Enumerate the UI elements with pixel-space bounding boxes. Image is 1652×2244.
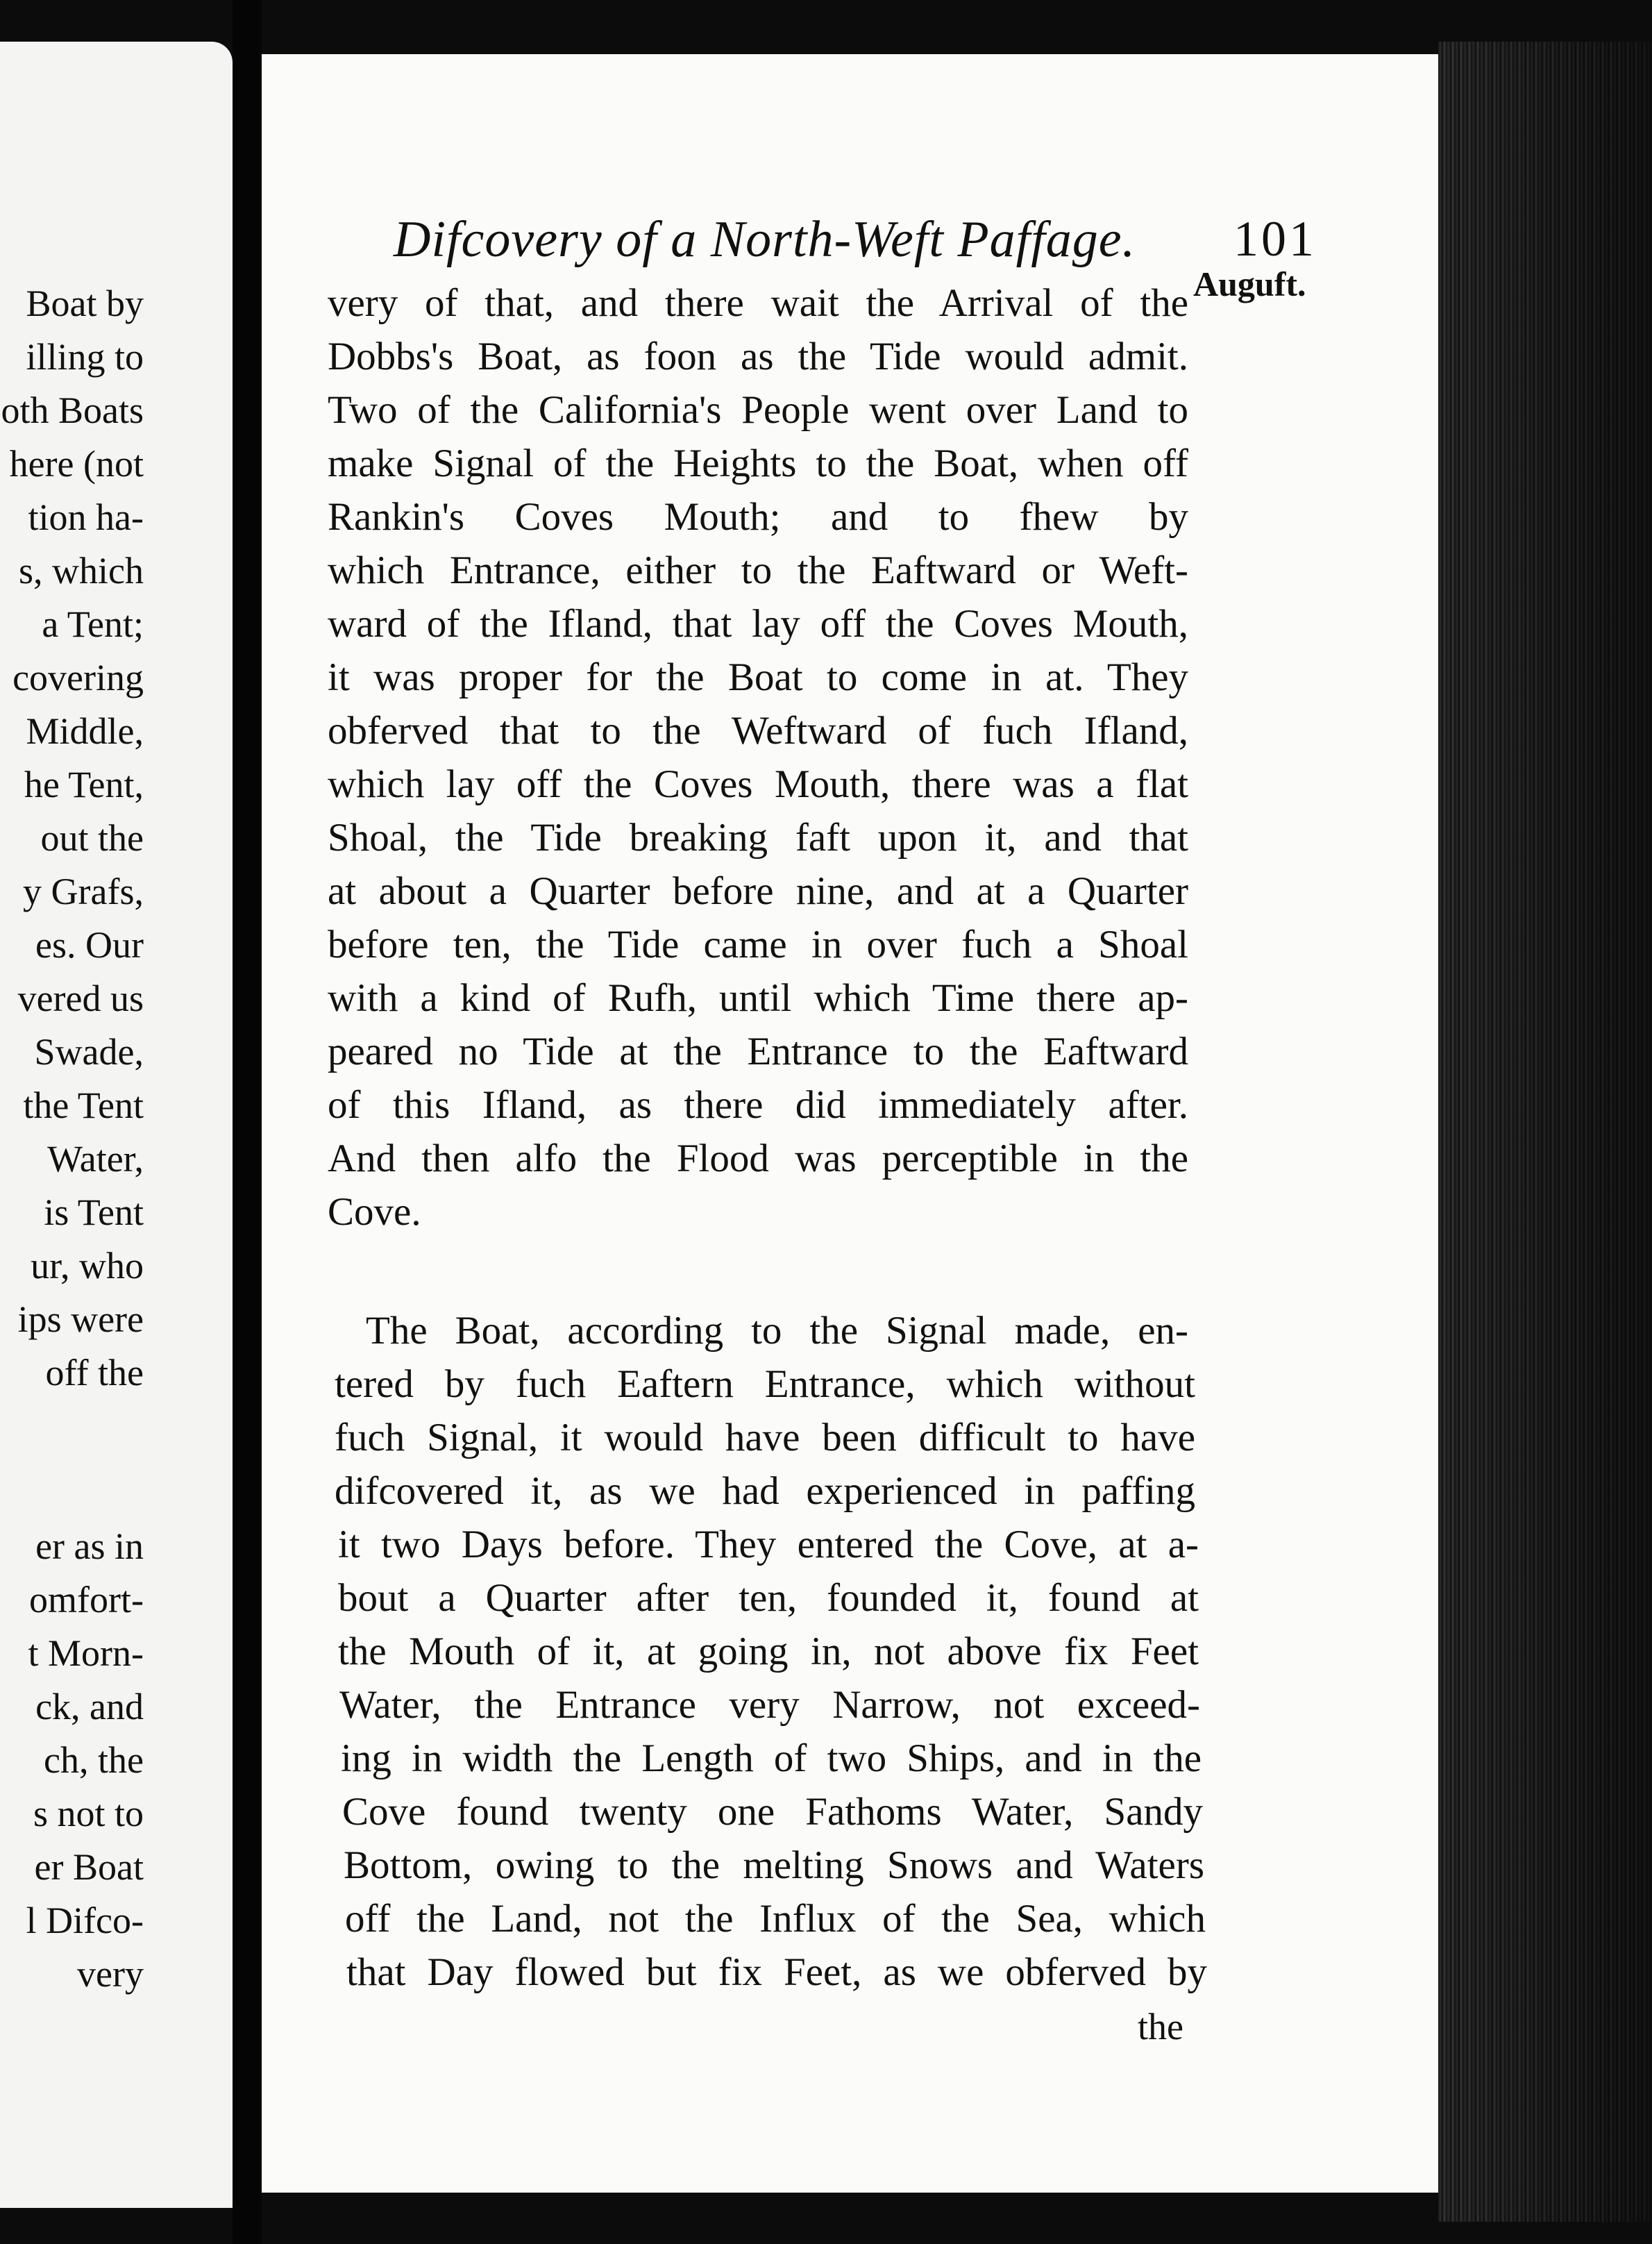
text-line: make Signal of the Heights to the Boat, when off [328,442,1188,485]
text-line: ward of the Ifland, that lay off the Coves Mouth, [328,602,1188,646]
page-edges [1438,42,1652,2222]
left-line: out the [40,817,144,859]
text-line: And then alfo the Flood was perceptible in the [328,1137,1188,1180]
left-line: the Tent [23,1085,144,1126]
left-line: y Grafs, [23,871,144,912]
main-page [262,54,1438,2193]
catchword: the [1138,2006,1183,2048]
left-line: ck, and [35,1686,144,1727]
text-line: Cove. [328,1190,421,1234]
text-line: ing in width the Length of two Ships, and in the [341,1736,1202,1780]
left-line: here (not [9,443,144,485]
text-line: at about a Quarter before nine, and at a Quarter [328,869,1188,913]
left-line: Swade, [34,1031,144,1073]
text-line: which lay off the Coves Mouth, there was a flat [328,762,1188,806]
text-line: The Boat, according to the Signal made, en- [366,1309,1188,1353]
left-line: er as in [35,1525,144,1567]
left-line: Middle, [26,710,144,752]
text-line: which Entrance, either to the Eaftward or Weft- [328,549,1188,592]
text-line: Water, the Entrance very Narrow, not exceed- [339,1683,1200,1727]
text-line: fuch Signal, it would have been difficult to have [335,1416,1195,1459]
left-line: ur, who [31,1245,144,1287]
text-line: of this Ifland, as there did immediately after. [328,1083,1188,1127]
text-line: with a kind of Rufh, until which Time there ap- [328,976,1188,1020]
left-line: vered us [17,978,144,1019]
left-line: illing to [26,336,144,378]
left-line: t Morn- [28,1632,144,1674]
text-line: it two Days before. They entered the Cove, at a- [338,1523,1199,1566]
text-line: that Day flowed but fix Feet, as we obferved by [346,1950,1207,1994]
text-line: before ten, the Tide came in over fuch a Shoal [328,923,1188,966]
left-line: covering [12,657,144,698]
text-line: Bottom, owing to the melting Snows and Waters [344,1843,1204,1887]
book-gutter [233,0,262,2244]
text-line: obferved that to the Weftward of fuch Ifland, [328,709,1188,753]
left-line: s, which [19,550,144,592]
text-line: Cove found twenty one Fathoms Water, Sandy [342,1790,1203,1834]
left-line: Boat by [26,283,144,324]
text-line: Dobbs's Boat, as foon as the Tide would admit. [328,335,1188,378]
left-line: a Tent; [42,603,144,645]
left-line: off the [45,1352,144,1393]
left-line: l Difco- [26,1900,144,1941]
left-page-fragment [0,42,233,2208]
left-line: ch, the [44,1739,144,1781]
text-line: difcovered it, as we had experienced in paffing [335,1469,1195,1513]
left-line: er Boat [34,1846,144,1888]
text-line: the Mouth of it, at going in, not above fix Feet [338,1630,1199,1673]
text-line: peared no Tide at the Entrance to the Eaftward [328,1030,1188,1073]
text-line: tered by fuch Eaftern Entrance, which without [335,1362,1195,1406]
left-line: is Tent [44,1191,144,1233]
page-number: 101 [1233,211,1317,267]
text-line: Shoal, the Tide breaking faft upon it, and that [328,816,1188,860]
left-line: tion ha- [28,496,144,538]
left-line: es. Our [35,924,144,966]
text-line: Two of the California's People went over Land to [328,388,1188,432]
left-line: Water, [47,1138,144,1180]
left-line: very [77,1953,144,1995]
margin-note: Auguft. [1193,265,1306,303]
text-line: bout a Quarter after ten, founded it, found at [338,1576,1199,1620]
text-line: off the Land, not the Influx of the Sea, which [345,1897,1206,1941]
text-line: it was proper for the Boat to come in at. They [328,655,1188,699]
left-line: he Tent, [24,764,144,805]
left-line: ips were [17,1298,144,1340]
left-line: oth Boats [1,390,144,431]
left-line: omfort- [29,1579,144,1621]
running-head: Difcovery of a North-Weft Paffage. [394,211,1136,268]
text-line: Rankin's Coves Mouth; and to fhew by [328,495,1188,539]
left-line: s not to [33,1793,144,1834]
text-line: very of that, and there wait the Arrival of the [328,281,1188,325]
